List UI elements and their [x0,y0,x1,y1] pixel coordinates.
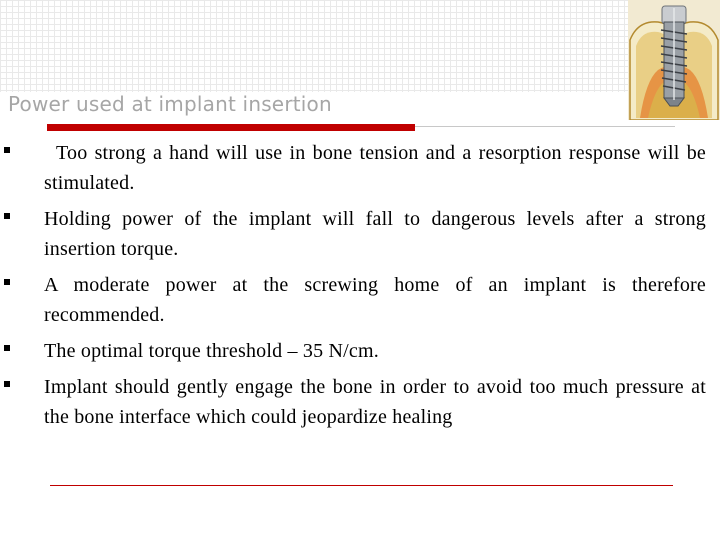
bullet-list [0,138,720,438]
bullet-text: A moderate power at the screwing home of an implant is therefore recommended. [44,274,706,326]
bullet-text: Holding power of the implant will fall to dangerous levels after a strong insertion torque. [44,208,706,260]
background-grid [0,0,720,92]
bullet-text: Implant should gently engage the bone in order to avoid too much pressure at the bone interface which could jeopardize healing [44,376,706,428]
dental-implant-image [628,0,720,120]
list-item [0,372,720,432]
bullet-text: The optimal torque threshold – 35 N/cm. [44,340,379,362]
list-item [0,204,720,264]
slide-title: Power used at implant insertion [8,92,332,116]
list-item [0,270,720,330]
dental-implant-icon [628,0,720,120]
title-accent-bar [47,124,415,131]
square-bullet-icon [4,345,10,351]
list-item [0,336,720,366]
title-divider-line [415,126,675,127]
square-bullet-icon [4,279,10,285]
square-bullet-icon [4,213,10,219]
list-item [0,138,720,198]
footer-divider-line [50,485,673,486]
square-bullet-icon [4,381,10,387]
bullet-text: Too strong a hand will use in bone tension and a resorption response will be stimulated. [44,142,706,194]
square-bullet-icon [4,147,10,153]
